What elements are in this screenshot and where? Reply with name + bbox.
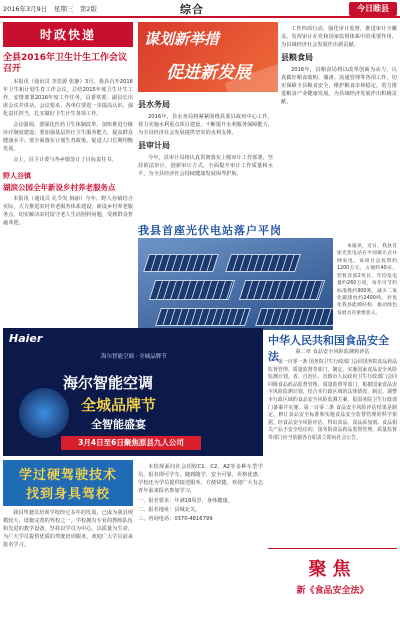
right-column [281, 22, 397, 107]
solar-panel [239, 280, 325, 300]
slogan-banner [138, 22, 278, 92]
article-body: 会上，县卫计委与各乡镇签订了目标责任书。 [13, 157, 117, 164]
solar-panel [155, 308, 251, 326]
haier-logo: Haier [9, 332, 43, 345]
article-body: 工作四项行动，强化审计监督，推进审计全覆盖，发挥审计在党和国家监督体系中的重要作用，为县域经济社会发展作出新贡献。 [281, 26, 397, 49]
solar-panels-photo [138, 238, 333, 330]
contact-line: 三、咨询电话：0370-4816799 [138, 516, 213, 523]
contact-line: 一、报名要求：年满18周岁，身体健康。 [138, 498, 233, 505]
water-bureau-title[interactable]: 县水务局 [138, 100, 170, 109]
slogan-line-2: 促进新发展 [166, 63, 251, 83]
focus-subtitle: 新《食品安全法》 [296, 586, 369, 596]
driving-school-ad[interactable] [3, 460, 133, 549]
food-law-article [268, 356, 397, 443]
solar-article [337, 240, 397, 317]
focus-title: 聚焦 [308, 559, 357, 580]
haier-advertisement[interactable] [3, 328, 263, 456]
contact-line: 二、报名地址：县城北关。 [138, 507, 201, 514]
ad-line-1: 海尔智能空调 [63, 374, 154, 392]
driving-school-details [138, 460, 263, 522]
article-body: 2016年，县粮食局将以改革创新为动力，认真做好粮食收购、储备、流通管理等各项工作，切实保障全县粮食安全，维护粮食市场稳定，着力推进粮食产业健康发展，为县域经济发展作出积极贡献。 [281, 67, 397, 106]
article-body: 本报讯（通讯员 李思源 张静）3月，我县召开2016年卫生和计划生育工作会议，总结2015年度卫生计生工作，安排部署2016年度工作任务。县委常委、副县长出席会议并讲话。会议要求，各单位要进一步提高认识，强化责任担当，扎实做好卫生计生各项工作。 [3, 78, 133, 117]
paper-logo: 今日睢县 [349, 2, 397, 16]
article-body: 会议强调，要深化医药卫生体制改革，加快推进分级诊疗制度建设；要加强基层医疗卫生服务能力，提高群众健康水平；要全面落实计划生育政策，促进人口长期均衡发展。 [3, 121, 133, 153]
solar-panel [225, 254, 301, 272]
ad-line-3: 全智能盛宴 [91, 418, 146, 431]
audit-bureau-title[interactable]: 县审计局 [138, 141, 170, 151]
article-body: 本校现面向社会招收C1、C2、A2等多种车型学员，报名即可学车，随到随学，安全可靠，价格优惠。学校还为学员提供接送服务，方便快捷。欢迎广大有志青年前来报名参加学习。 [138, 464, 263, 495]
left-column [3, 22, 133, 227]
headline-health-meeting[interactable]: 全县2016年卫生计生工作会议召开 [3, 53, 128, 74]
ad-date-bar: 3月4日至6日聚焦原县九人公司 [61, 436, 201, 450]
article-body: 我县驾驶员培训学校经过多年的发展，已成为我县规模较大、设施完善的驾校之一。学校拥有专业的教练队伍和先进的教学设备，坚持以学员为中心，以质量为生命，为广大学员提供优质的驾驶培训服务。欢迎广大学员前来报名学习。 [3, 510, 133, 549]
solar-headline[interactable]: 我县首座光伏电站落户平岗 [138, 224, 282, 237]
article-body: 本报讯（通讯员 孔令发 韩丽）今年，野人谷镇结合实际，大力推进农村养老服务体系建设，新设乡村养老服务点，切实解决农村留守老人生活照料问题，受到群众普遍欢迎。 [3, 195, 133, 226]
ad-glow-graphic [19, 388, 69, 438]
headline-elderly-service[interactable]: 湖滨公园全年新设乡村养老服务点 [3, 182, 116, 192]
focus-food-law-box[interactable] [268, 548, 397, 616]
newspaper-header [0, 0, 400, 18]
politics-banner: 时政快递 [3, 22, 133, 47]
driving-banner [3, 460, 133, 506]
slogan-line-1: 谋划新举措 [144, 30, 220, 48]
driving-line-1: 学过硬驾驶技术 [18, 468, 117, 483]
ad-caption: 海尔智能空调 · 全城品牌节 [101, 354, 167, 360]
driving-line-2: 找到身具驾校 [25, 487, 110, 502]
middle-column [138, 96, 273, 178]
article-body: 第一百零一条 国务院卫生行政部门会同国务院食品药品监督管理、质量监督等部门，制定、实施国家食品安全风险监测计划。省、自治区、直辖市人民政府卫生行政部门会同同级食品药品监督管理、质量监督等部门，根据国家食品安全风险监测计划，结合本行政区域的具体情况，制定、调整本行政区域的食品安全风险监测方案，报国务院卫生行政部门备案并实施。第一百零二条 食品安全风险评估结果是制定、修订食品安全标准和实施食品安全监督管理的科学依据。经食品安全风险评估，得出食品、食品添加剂、食品相关产品不安全结论的，国务院食品药品监督管理、质量监督等部门应当依据各自职责立即向社会公告。 [268, 359, 397, 441]
article-body: 今年，县审计局将认真贯彻落实上级审计工作部署，坚持依法审计，创新审计方式，全面提升审计工作质量和水平，为全县经济社会持续健康发展保驾护航。 [138, 155, 273, 178]
solar-panel [255, 308, 333, 326]
solar-panel [143, 254, 219, 272]
ad-line-2: 全城品牌节 [81, 396, 157, 414]
section-title: 综合 [180, 3, 204, 16]
article-body: 本报讯，近日，我县首座光伏电站在平岗镇正式并网发电。该项目总投资约1200万元，占地约40亩，装机容量2兆瓦，年均发电量约260万度，每年可节约标准煤约900吨，减少二氧化碳排放约2400吨，对优化我县能源结构、推动绿色发展具有重要意义。 [337, 244, 397, 316]
subhead-town: 野人谷镇 [3, 172, 31, 181]
solar-panel [149, 280, 235, 300]
issue-date: 2016年3月9日 星期三 第2版 [3, 5, 97, 13]
grain-bureau-title[interactable]: 县粮食局 [281, 53, 313, 63]
food-law-chapter: 第二章 食品安全风险监测和评估 [295, 349, 370, 355]
food-law-headline[interactable]: 中华人民共和国食品安全法 [268, 334, 389, 363]
article-body: 2016年，县水务局将紧紧围绕县委县政府中心工作，着力实施水利重点项目建设，不断提升水利服务保障能力，为全县经济社会发展提供坚实的水利支撑。 [138, 114, 273, 137]
